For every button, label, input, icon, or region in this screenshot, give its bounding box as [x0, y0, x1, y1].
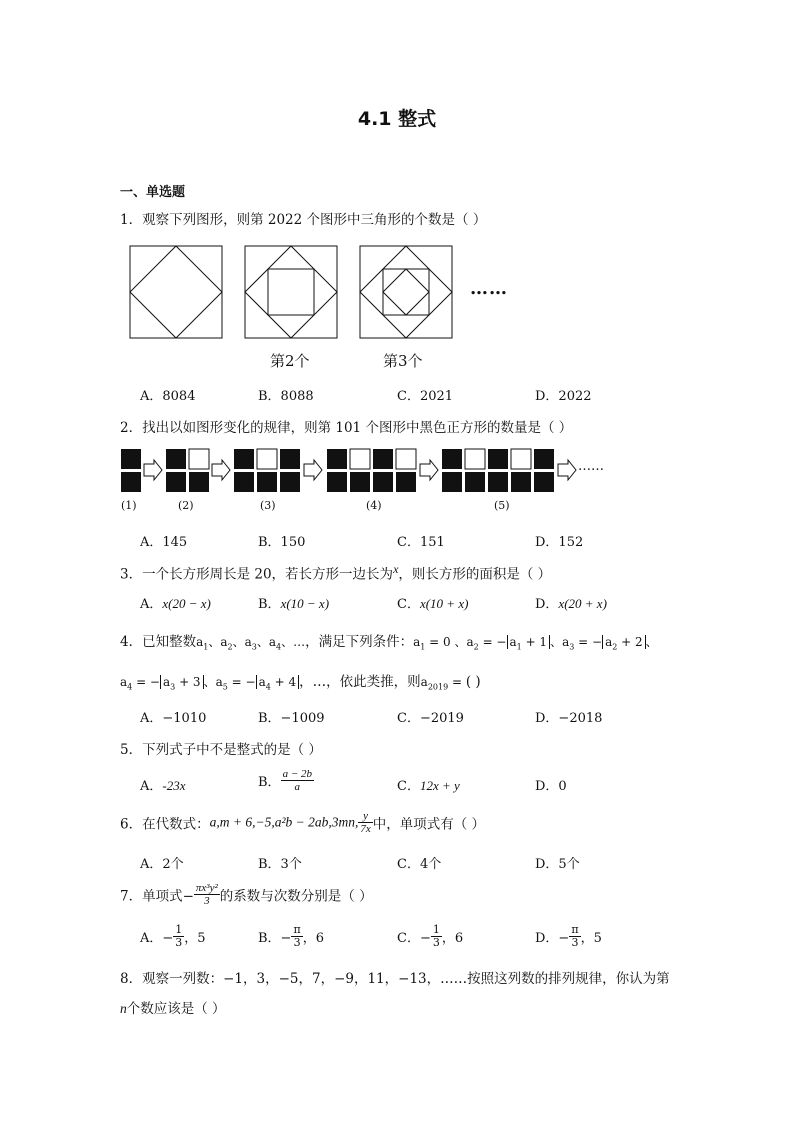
- q2-figure-4: [327, 449, 416, 492]
- q4-sequence-terms: $a_1$、$a_2$、$a_3$、$a_4$、…: [196, 635, 306, 652]
- q7-option-b-fraction: [291, 924, 302, 949]
- q7-b-denominator: 3: [293, 936, 301, 949]
- q3-stem-part-a: 3．一个长方形周长是 20，若长方形一边长为: [120, 566, 394, 583]
- q7-fraction-numerator: πx³y²: [195, 882, 218, 894]
- q7-a-numerator: 1: [175, 923, 183, 936]
- q7-b-numerator: π: [293, 923, 301, 936]
- q3-option-a[interactable]: [140, 593, 211, 612]
- q2-figure-5: [442, 449, 554, 492]
- q7-option-d-label: D．−: [535, 931, 570, 946]
- q6-option-a[interactable]: A．2个: [140, 857, 184, 872]
- q1-ellipsis: ……: [470, 278, 508, 299]
- q6-stem-part-a: 6．在代数式：: [120, 816, 210, 833]
- q2-figure-2: [166, 449, 209, 492]
- q6-fraction: [358, 810, 372, 835]
- q2-option-c[interactable]: C．151: [397, 535, 445, 550]
- q5-option-b[interactable]: [258, 768, 314, 793]
- question-3-stem: [120, 562, 551, 583]
- q1-figures: [128, 244, 528, 344]
- q1-figure-3: [360, 246, 452, 338]
- q5-fraction-numerator: a − 2b: [282, 768, 312, 780]
- q2-ellipsis: ……: [578, 459, 604, 474]
- q2-arrow-4: [420, 460, 438, 480]
- question-1-stem: 1．观察下列图形，则第 2022 个图形中三角形的个数是（ ）: [120, 212, 487, 228]
- q6-stem-part-b: 中，单项式有（ ）: [372, 816, 486, 833]
- q7-option-c-tail: ，6: [441, 931, 464, 946]
- q3-option-b[interactable]: [258, 593, 329, 612]
- q6-expression-list: a,m + 6,−5,a²b − 2ab,3mn,: [209, 814, 359, 830]
- q6-option-b[interactable]: B．3个: [258, 857, 302, 872]
- q2-figure-1: [121, 449, 141, 492]
- q4-line2-part-b: ，…，依此类推，则: [299, 674, 421, 690]
- q1-option-b[interactable]: B．8088: [258, 389, 314, 404]
- question-8-line-2: [120, 997, 226, 1017]
- q7-option-a-tail: ，5: [184, 931, 206, 946]
- q4-target: $a_{2019}$ =: [420, 675, 466, 692]
- q5-option-b-fraction: [281, 768, 314, 793]
- question-7-stem: [120, 882, 373, 907]
- q5-option-a[interactable]: [140, 775, 186, 794]
- question-6-stem: [120, 810, 485, 835]
- q5-option-d[interactable]: D．0: [535, 779, 567, 794]
- q5-option-b-label: B．: [258, 775, 281, 790]
- q2-option-a[interactable]: A．145: [140, 535, 188, 550]
- q7-option-d-fraction: [569, 924, 580, 949]
- q1-figure-2: [245, 246, 337, 338]
- question-5-stem: 5．下列式子中不是整式的是（ ）: [120, 742, 322, 758]
- q7-option-a[interactable]: [140, 924, 206, 949]
- q3-stem-part-b: ，则长方形的面积是（ ）: [398, 566, 552, 583]
- q7-option-c-fraction: [431, 924, 442, 949]
- q2-option-b[interactable]: B．150: [258, 535, 306, 550]
- q2-arrow-5: [558, 460, 576, 480]
- q7-option-b-tail: ，6: [302, 931, 324, 946]
- q2-label-4: (4): [366, 499, 382, 512]
- q7-d-numerator: π: [571, 923, 579, 936]
- q7-option-a-fraction: [173, 924, 184, 949]
- q4-conditions-cont: $a_4$ = − $a_3 + 3$ 、$a_5$ = − $a_4 + 4$: [120, 675, 299, 689]
- q1-option-a[interactable]: A．8084: [140, 389, 196, 404]
- q2-arrow-3: [304, 460, 322, 480]
- q7-option-a-label: A．−: [140, 931, 174, 946]
- q7-option-b-label: B．−: [258, 931, 292, 946]
- section-heading: 一、单选题: [120, 185, 186, 200]
- q8-var-n: n: [120, 1001, 127, 1016]
- q3-option-d-math: x(20 + x): [558, 596, 607, 611]
- q7-fraction: [194, 882, 220, 907]
- q4-conditions: $a_1 = 0$ 、$a_2$ = − $a_1 + 1$ 、$a_3$ = − $a_2 + 2$ 、: [413, 635, 658, 652]
- q2-label-3: (3): [260, 499, 276, 512]
- q7-option-d-tail: ，5: [580, 931, 602, 946]
- q3-option-b-label: B．: [258, 597, 281, 612]
- q3-option-c-label: C．: [397, 597, 420, 612]
- q4-option-d[interactable]: D．−2018: [535, 711, 603, 726]
- q2-label-1: (1): [121, 499, 137, 512]
- question-4-line-2: [120, 670, 481, 691]
- q2-label-5: (5): [494, 499, 510, 512]
- page-title: 4.1 整式: [357, 108, 437, 130]
- q6-fraction-numerator: y: [358, 810, 372, 823]
- q7-fraction-denominator: 3: [204, 895, 210, 907]
- question-4-line-1: [120, 630, 658, 651]
- q1-figure-1: [130, 246, 222, 338]
- q7-stem-part-b: 的系数与次数分别是（ ）: [219, 888, 373, 905]
- q1-option-c[interactable]: C．2021: [397, 389, 454, 404]
- q7-option-c-label: C．−: [397, 931, 431, 946]
- q1-fig-label-2: 第2个: [270, 352, 310, 370]
- q1-option-d[interactable]: D．2022: [535, 389, 592, 404]
- q7-option-b[interactable]: [258, 924, 324, 949]
- q5-fraction-denominator: a: [294, 781, 301, 793]
- q7-option-c[interactable]: [397, 924, 463, 949]
- q3-option-a-label: A．: [140, 597, 163, 612]
- q7-stem-part-a: 7．单项式−: [120, 888, 194, 905]
- q3-option-b-math: x(10 − x): [280, 596, 330, 611]
- q3-option-c-math: x(10 + x): [419, 596, 469, 611]
- q6-fraction-denominator: 7x: [360, 823, 371, 835]
- q2-figures: [120, 448, 620, 496]
- q5-option-c[interactable]: [397, 775, 460, 794]
- q4-line2-part-c: ( ): [465, 674, 481, 690]
- q6-option-d[interactable]: D．5个: [535, 857, 580, 872]
- q3-option-a-math: x(20 − x): [162, 596, 211, 611]
- q4-line1-part-b: ，满足下列条件：: [305, 634, 414, 650]
- q2-option-d[interactable]: D．152: [535, 535, 584, 550]
- q4-option-c[interactable]: C．−2019: [397, 711, 464, 726]
- q7-c-denominator: 3: [432, 936, 440, 949]
- q3-option-c[interactable]: [397, 593, 468, 612]
- q2-label-2: (2): [178, 499, 194, 512]
- q4-line1-part-a: 4．已知整数: [120, 634, 197, 650]
- q5-option-c-math: 12x + y: [419, 778, 460, 793]
- question-8-line-1: 8．观察一列数：−1，3，−5，7，−9，11，−13，……按照这列数的排列规律，你认为第: [120, 971, 670, 987]
- q2-arrow-1: [144, 460, 162, 480]
- q4-option-a[interactable]: A．−1010: [140, 711, 207, 726]
- q1-fig-label-3: 第3个: [383, 352, 423, 370]
- q7-c-numerator: 1: [432, 923, 440, 936]
- q3-option-d[interactable]: [535, 593, 607, 612]
- q5-option-a-math: -23x: [162, 778, 186, 793]
- q3-var-x: x: [393, 562, 399, 576]
- q2-figure-3: [234, 449, 300, 492]
- q5-option-a-label: A．: [140, 779, 163, 794]
- q6-option-c[interactable]: C．4个: [397, 857, 442, 872]
- q5-option-c-label: C．: [397, 779, 420, 794]
- q3-option-d-label: D．: [535, 597, 559, 612]
- q4-option-b[interactable]: B．−1009: [258, 711, 325, 726]
- q7-option-d[interactable]: [535, 924, 602, 949]
- q7-d-denominator: 3: [571, 936, 579, 949]
- q2-arrow-2: [212, 460, 230, 480]
- q7-a-denominator: 3: [175, 936, 183, 949]
- question-2-stem: 2．找出以如图形变化的规律，则第 101 个图形中黑色正方形的数量是（ ）: [120, 420, 573, 436]
- q8-line2-text: 个数应该是（ ）: [126, 1001, 226, 1017]
